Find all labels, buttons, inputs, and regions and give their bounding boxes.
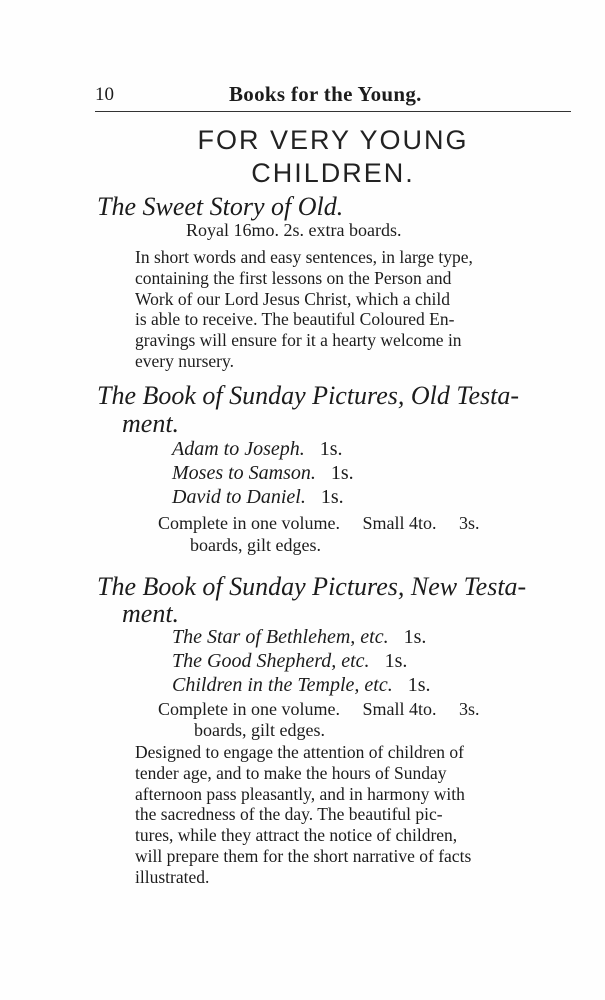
entry-3-item — [172, 624, 426, 650]
entry-3-item-price: 1s. — [403, 626, 427, 648]
entry-3-description — [135, 742, 471, 888]
entry-2-item-name: Moses to Samson. — [172, 462, 316, 484]
entry-3-meta-line-2: boards, gilt edges. — [194, 720, 325, 740]
entry-2-title-line-1: The Book of Sunday Pictures, Old Testa- — [97, 381, 519, 410]
entry-3-title-line-1: The Book of Sunday Pictures, New Testa- — [97, 572, 527, 601]
entry-2-item-price: 1s. — [319, 438, 343, 460]
entry-2-item-price: 1s. — [320, 486, 344, 508]
entry-2-item-name: David to Daniel. — [172, 486, 306, 508]
entry-1-title: The Sweet Story of Old. — [97, 192, 344, 221]
entry-1-desc-line: containing the first lessons on the Person and — [135, 267, 452, 288]
entry-3-item-name: The Good Shepherd, etc. — [172, 650, 370, 672]
entry-2-item — [172, 436, 343, 462]
entry-3-desc-line: will prepare them for the short narrative of facts — [135, 845, 472, 866]
section-heading-line-1: FOR VERY YOUNG — [197, 125, 469, 155]
entry-3-item-price: 1s. — [384, 650, 408, 672]
entry-1-desc-line: is able to receive. The beautiful Coloured En- — [135, 309, 455, 330]
entry-2-item — [172, 460, 354, 486]
entry-1-desc-line: gravings will ensure for it a hearty welcome in — [135, 330, 462, 351]
entry-3-desc-line: afternoon pass pleasantly, and in harmony with — [135, 783, 465, 804]
header-rule — [95, 111, 571, 112]
entry-3-desc-line: illustrated. — [135, 866, 210, 887]
running-title: Books for the Young. — [229, 82, 422, 106]
entry-2-meta-line-2: boards, gilt edges. — [190, 535, 321, 555]
entry-2-item — [172, 484, 344, 510]
entry-3-desc-line: tures, while they attract the notice of children, — [135, 825, 458, 846]
entry-3-item-name: Children in the Temple, etc. — [172, 674, 393, 696]
entry-3-desc-line: Designed to engage the attention of children of — [135, 742, 464, 762]
section-heading — [95, 124, 571, 190]
entry-2-item-name: Adam to Joseph. — [172, 438, 305, 460]
section-heading-line-2: CHILDREN. — [251, 158, 415, 188]
entry-1-desc-line: Work of our Lord Jesus Christ, which a child — [135, 288, 450, 309]
entry-3-item-name: The Star of Bethlehem, etc. — [172, 626, 389, 648]
entry-3-desc-line: tender age, and to make the hours of Sunday — [135, 762, 447, 783]
entry-3-desc-line: the sacredness of the day. The beautiful pic- — [135, 804, 443, 825]
entry-3-item — [172, 648, 407, 674]
entry-1-desc-line: every nursery. — [135, 350, 234, 371]
entry-3-meta-line-1: Complete in one volume. Small 4to. 3s. — [158, 699, 480, 719]
entry-3-item-price: 1s. — [407, 674, 431, 696]
page-number: 10 — [95, 84, 114, 105]
entry-3-item — [172, 672, 431, 698]
entry-1-desc-line: In short words and easy sentences, in large type, — [135, 247, 473, 267]
entry-2-title-line-2: ment. — [122, 409, 180, 438]
entry-3-title-line-2: ment. — [122, 599, 180, 628]
entry-2-item-price: 1s. — [330, 462, 354, 484]
entry-1-meta: Royal 16mo. 2s. extra boards. — [186, 220, 402, 240]
entry-1-description — [135, 247, 473, 372]
entry-2-meta-line-1: Complete in one volume. Small 4to. 3s. — [158, 513, 480, 533]
